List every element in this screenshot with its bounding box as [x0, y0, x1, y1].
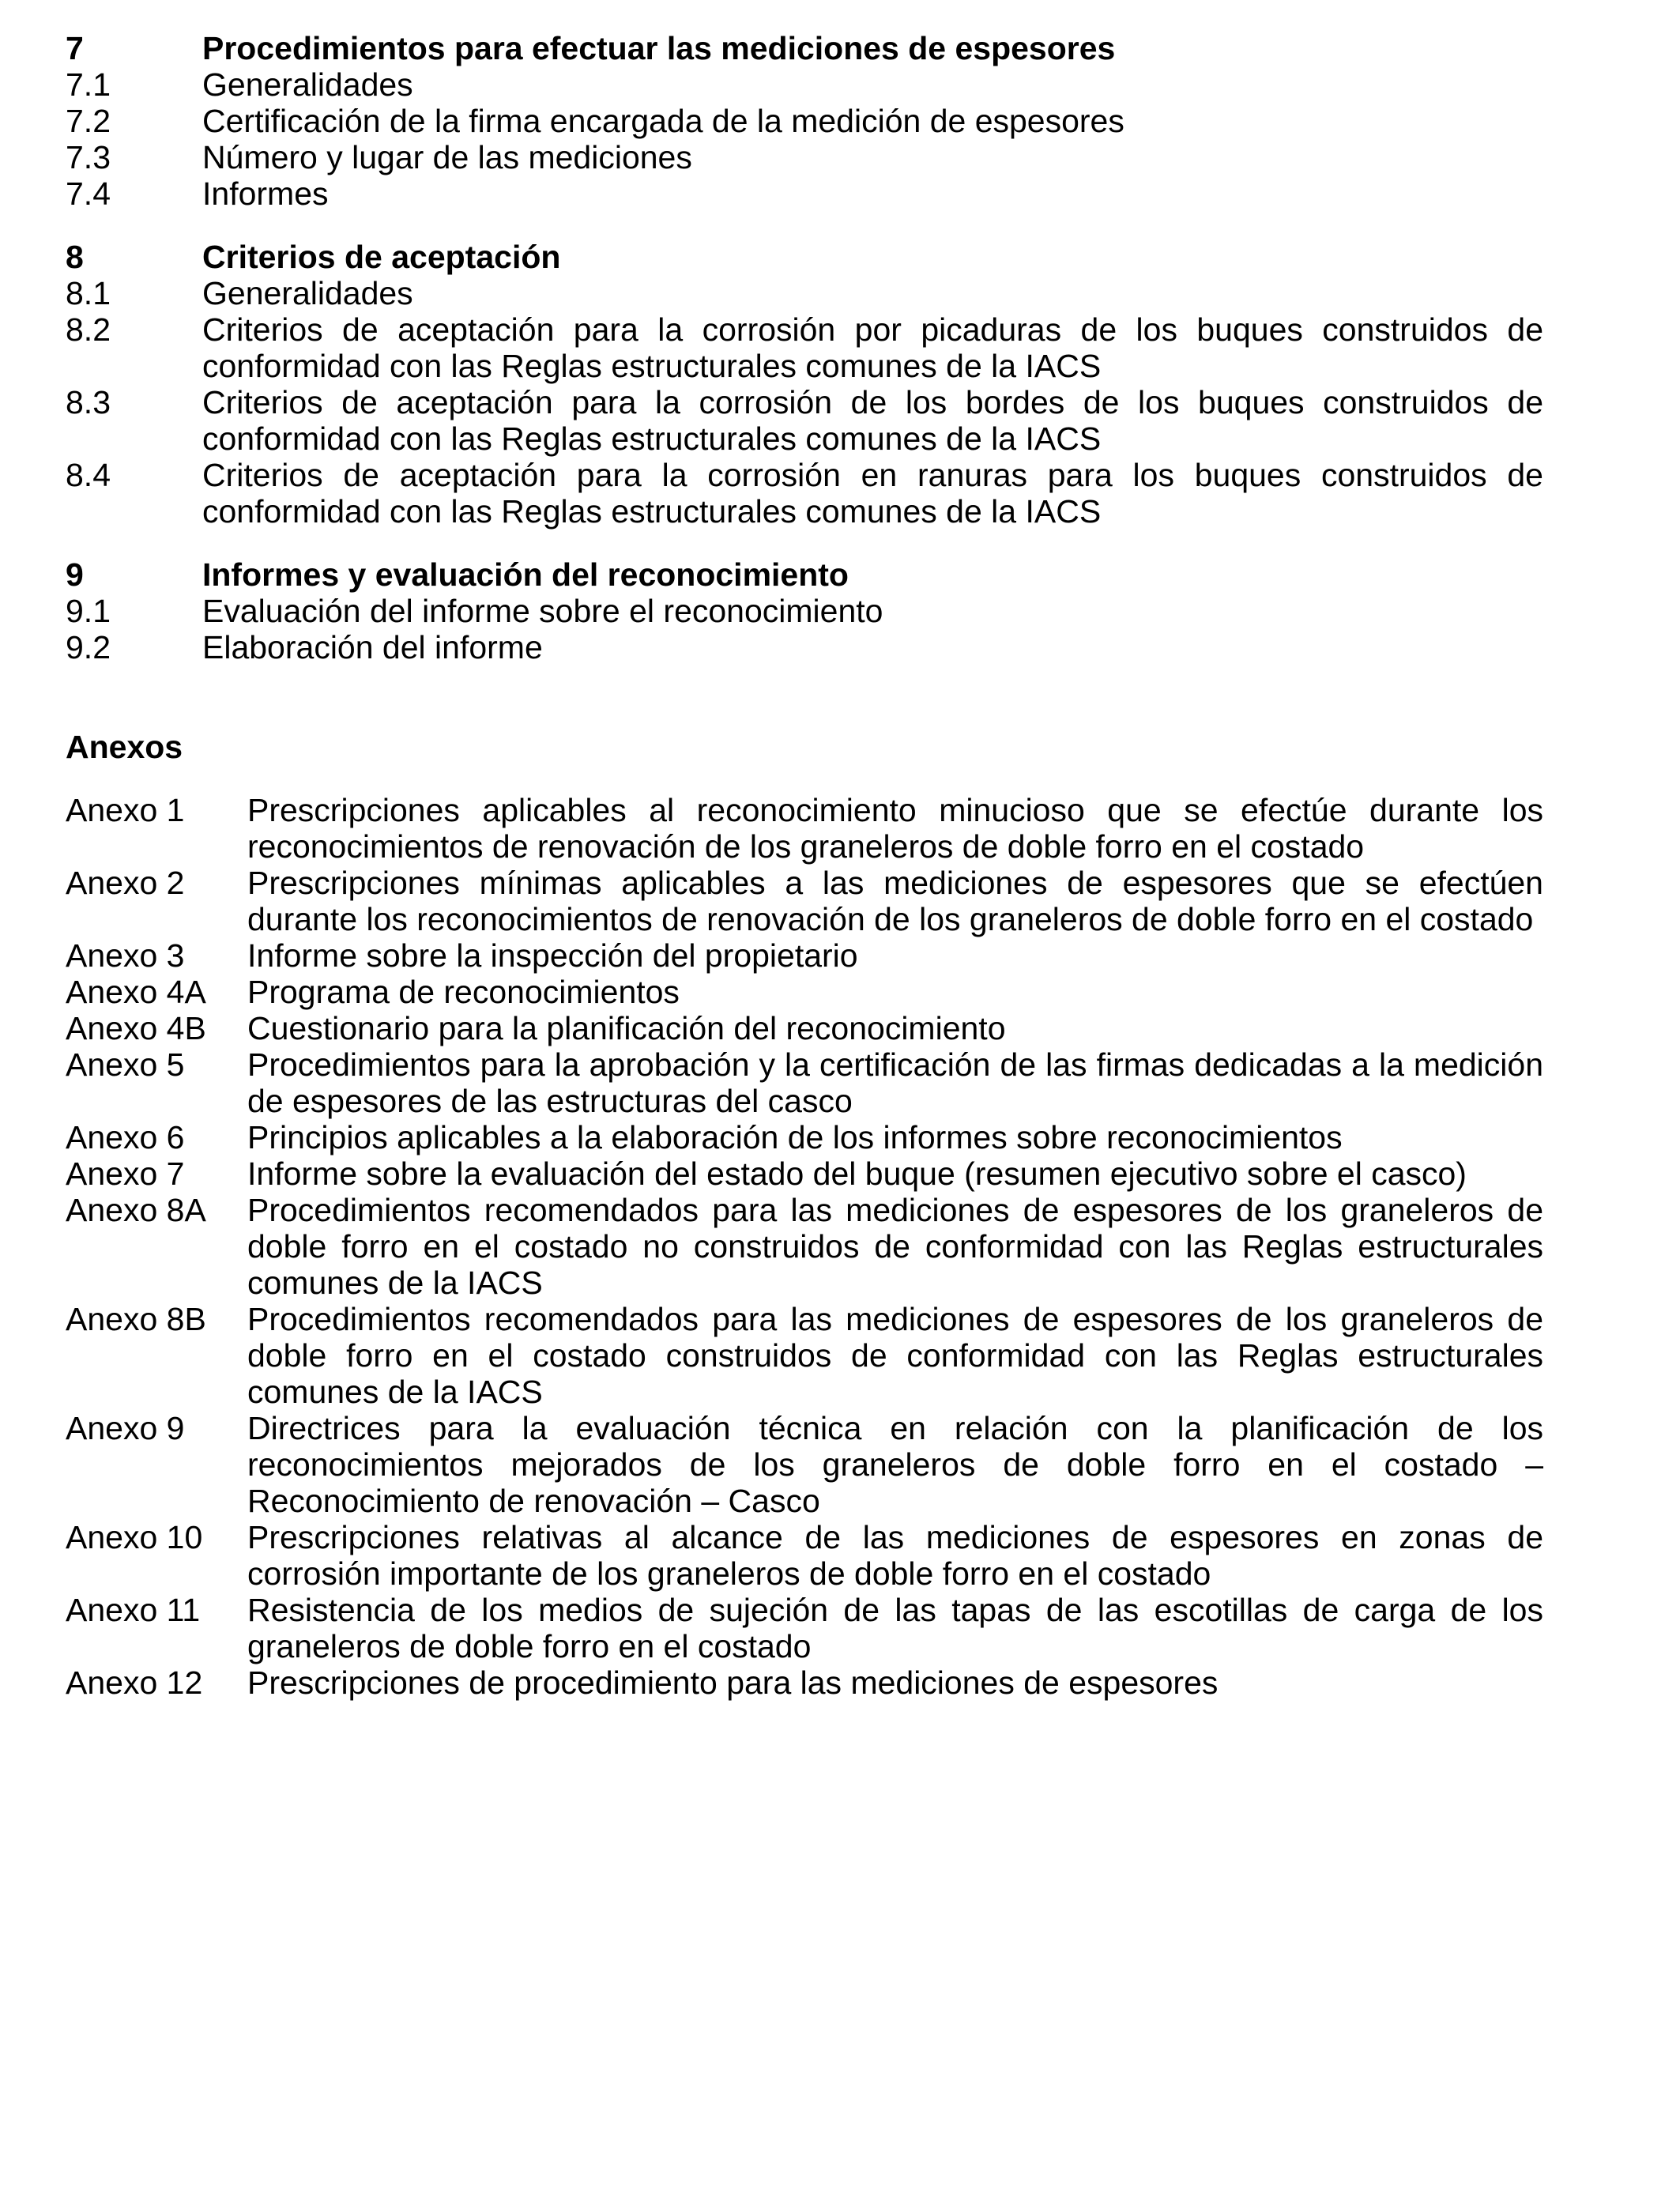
annex-text: Prescripciones aplicables al reconocimiento minucioso que se efectúe durante los reconocimientos de renovación de los graneleros de doble forro en el costado	[247, 792, 1543, 865]
toc-item-text: Criterios de aceptación para la corrosión de los bordes de los buques construidos de conformidad con las Reglas estructurales comunes de la IACS	[202, 384, 1543, 457]
annex-item	[66, 1519, 1543, 1592]
annex-item	[66, 1592, 1543, 1664]
section-number: 7	[66, 30, 84, 66]
annex-text: Prescripciones relativas al alcance de las mediciones de espesores en zonas de corrosión importante de los graneleros de doble forro en el costado	[247, 1519, 1543, 1592]
annex-text: Prescripciones de procedimiento para las mediciones de espesores	[247, 1664, 1219, 1701]
toc-item	[66, 457, 1543, 530]
annex-item	[66, 1301, 1543, 1410]
annex-item	[66, 1155, 1543, 1192]
toc-item-text: Evaluación del informe sobre el reconocimiento	[202, 593, 883, 629]
annex-text: Cuestionario para la planificación del reconocimiento	[247, 1010, 1006, 1046]
annex-label: Anexo 5	[66, 1046, 185, 1083]
annex-item	[66, 974, 1543, 1010]
annex-text: Procedimientos para la aprobación y la certificación de las firmas dedicadas a la medición de espesores de las estructuras del casco	[247, 1046, 1543, 1119]
toc-item	[66, 139, 1543, 175]
annex-label: Anexo 12	[66, 1664, 203, 1701]
toc-item	[66, 384, 1543, 457]
toc-item	[66, 66, 1543, 103]
annex-label: Anexo 2	[66, 865, 185, 901]
toc-item-number: 8.3	[66, 384, 111, 420]
annex-list	[66, 792, 1543, 1701]
section-title: Criterios de aceptación	[202, 239, 561, 275]
annex-text: Principios aplicables a la elaboración de los informes sobre reconocimientos	[247, 1119, 1343, 1155]
annex-label: Anexo 11	[66, 1592, 201, 1628]
toc-item-text: Criterios de aceptación para la corrosión por picaduras de los buques construidos de conformidad con las Reglas estructurales comunes de la IACS	[202, 311, 1543, 384]
annex-item	[66, 1046, 1543, 1119]
annex-label: Anexo 4B	[66, 1010, 206, 1046]
toc-item-text: Generalidades	[202, 275, 413, 311]
annex-label: Anexo 6	[66, 1119, 185, 1155]
annex-text: Informe sobre la evaluación del estado del buque (resumen ejecutivo sobre el casco)	[247, 1155, 1467, 1192]
section-title: Informes y evaluación del reconocimiento	[202, 556, 849, 593]
section-number: 9	[66, 556, 84, 593]
toc-section-heading	[66, 239, 1543, 275]
document-page	[66, 30, 1543, 1701]
annex-label: Anexo 3	[66, 937, 185, 974]
toc-item-text: Informes	[202, 175, 329, 212]
annex-item	[66, 792, 1543, 865]
toc-item-text: Certificación de la firma encargada de la medición de espesores	[202, 103, 1124, 139]
toc-item-number: 8.2	[66, 311, 111, 348]
annex-item	[66, 937, 1543, 974]
toc-item-number: 7.1	[66, 66, 111, 103]
annex-text: Procedimientos recomendados para las mediciones de espesores de los graneleros de doble forro en el costado no construidos de conformidad con las Reglas estructurales comunes de la IACS	[247, 1192, 1543, 1301]
annex-text: Procedimientos recomendados para las mediciones de espesores de los graneleros de doble forro en el costado construidos de conformidad con las Reglas estructurales comunes de la IACS	[247, 1301, 1543, 1410]
toc-item-number: 7.4	[66, 175, 111, 212]
toc-item-number: 8.4	[66, 457, 111, 493]
toc-item-number: 8.1	[66, 275, 111, 311]
annex-text: Resistencia de los medios de sujeción de las tapas de las escotillas de carga de los graneleros de doble forro en el costado	[247, 1592, 1543, 1664]
annex-item	[66, 1119, 1543, 1155]
annex-text: Programa de reconocimientos	[247, 974, 680, 1010]
toc-section-8	[66, 239, 1543, 530]
toc-item-number: 9.1	[66, 593, 111, 629]
annex-label: Anexo 8A	[66, 1192, 206, 1228]
annexes-heading: Anexos	[66, 729, 183, 765]
section-number: 8	[66, 239, 84, 275]
toc-item-text: Número y lugar de las mediciones	[202, 139, 692, 175]
annex-item	[66, 1410, 1543, 1519]
annex-label: Anexo 7	[66, 1155, 185, 1192]
toc-item-text: Elaboración del informe	[202, 629, 543, 665]
toc-section-heading	[66, 30, 1543, 66]
toc-item-number: 7.3	[66, 139, 111, 175]
annex-text: Informe sobre la inspección del propietario	[247, 937, 858, 974]
toc-section-9	[66, 556, 1543, 665]
toc-item-number: 9.2	[66, 629, 111, 665]
annex-label: Anexo 8B	[66, 1301, 206, 1337]
toc-item	[66, 275, 1543, 311]
toc-item-text: Criterios de aceptación para la corrosión en ranuras para los buques construidos de conformidad con las Reglas estructurales comunes de la IACS	[202, 457, 1543, 530]
annex-item	[66, 865, 1543, 937]
toc-item	[66, 629, 1543, 665]
annex-text: Directrices para la evaluación técnica en relación con la planificación de los reconocimientos mejorados de los graneleros de doble forro en el costado – Reconocimiento de renovación – Casco	[247, 1410, 1543, 1519]
toc-item	[66, 593, 1543, 629]
annex-item	[66, 1664, 1543, 1701]
toc-section-7	[66, 30, 1543, 212]
toc-item-text: Generalidades	[202, 66, 413, 103]
annex-label: Anexo 10	[66, 1519, 203, 1555]
toc-item	[66, 311, 1543, 384]
annex-text: Prescripciones mínimas aplicables a las mediciones de espesores que se efectúen durante los reconocimientos de renovación de los graneleros de doble forro en el costado	[247, 865, 1543, 937]
annex-label: Anexo 4A	[66, 974, 206, 1010]
toc-item	[66, 175, 1543, 212]
annex-item	[66, 1010, 1543, 1046]
toc-section-heading	[66, 556, 1543, 593]
toc-item-number: 7.2	[66, 103, 111, 139]
annex-label: Anexo 1	[66, 792, 185, 828]
annex-label: Anexo 9	[66, 1410, 185, 1446]
toc-item	[66, 103, 1543, 139]
annex-item	[66, 1192, 1543, 1301]
section-title: Procedimientos para efectuar las mediciones de espesores	[202, 30, 1116, 66]
